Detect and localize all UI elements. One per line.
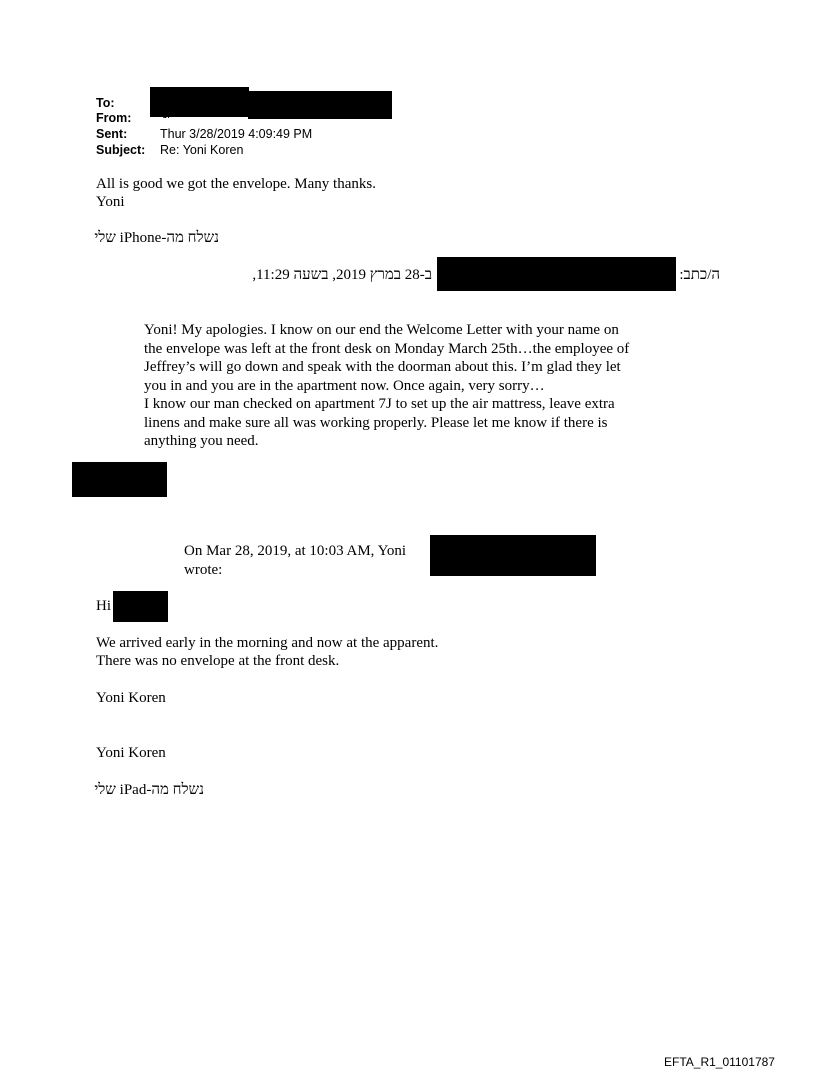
original-signature-1: Yoni Koren	[96, 690, 166, 706]
quoted-line: anything you need.	[144, 433, 259, 449]
original-line-2: There was no envelope at the front desk.	[96, 653, 340, 669]
quoted-line: Jeffrey’s will go down and speak with the doorman about this. I’m glad they let	[144, 359, 621, 375]
quoted-line: I know our man checked on apartment 7J to set up the air mattress, leave extra	[144, 396, 615, 412]
redaction-signature	[72, 462, 167, 497]
iphone-signature: נשלח מה-iPhone שלי	[94, 230, 219, 246]
to-label: To:	[96, 96, 115, 110]
document-id: EFTA_R1_01101787	[664, 1055, 775, 1069]
quoted-message	[144, 321, 629, 451]
quoted-line: the envelope was left at the front desk on Monday March 25th…the employee of	[144, 340, 630, 357]
original-signature-2: Yoni Koren	[96, 745, 166, 761]
greeting: Hi	[96, 598, 111, 614]
subject-label: Subject:	[96, 143, 146, 157]
reply-line-1: All is good we got the envelope. Many thanks.	[96, 176, 376, 192]
original-line-1: We arrived early in the morning and now at the apparent.	[96, 635, 439, 651]
inner-quote-line-1: On Mar 28, 2019, at 10:03 AM, Yoni	[184, 543, 407, 559]
reply-line-2: Yoni	[96, 194, 125, 210]
redaction-greeting-name	[113, 591, 168, 622]
sent-label: Sent:	[96, 127, 128, 141]
redaction-quote-sender	[437, 257, 676, 291]
redaction-to-2	[248, 91, 392, 119]
subject-value: Re: Yoni Koren	[160, 143, 244, 157]
from-label: From:	[96, 111, 132, 125]
sent-value: Thur 3/28/2019 4:09:49 PM	[160, 127, 313, 141]
inner-quote-line-2: wrote:	[184, 562, 223, 578]
from-value: יוני	[160, 109, 173, 121]
redaction-inner-email	[430, 535, 596, 576]
quoted-line: linens and make sure all was working properly. Please let me know if there is	[144, 414, 608, 431]
quoted-line: you in and you are in the apartment now. Once again, very sorry…	[144, 377, 545, 394]
quote-header-wrote: ה/כתב:	[679, 267, 720, 283]
ipad-signature: נשלח מה-iPad שלי	[94, 782, 204, 798]
quote-header-date: ב-28 במרץ 2019, בשעה 11:29,	[252, 267, 432, 283]
quoted-line: Yoni! My apologies. I know on our end the Welcome Letter with your name on	[144, 322, 619, 338]
